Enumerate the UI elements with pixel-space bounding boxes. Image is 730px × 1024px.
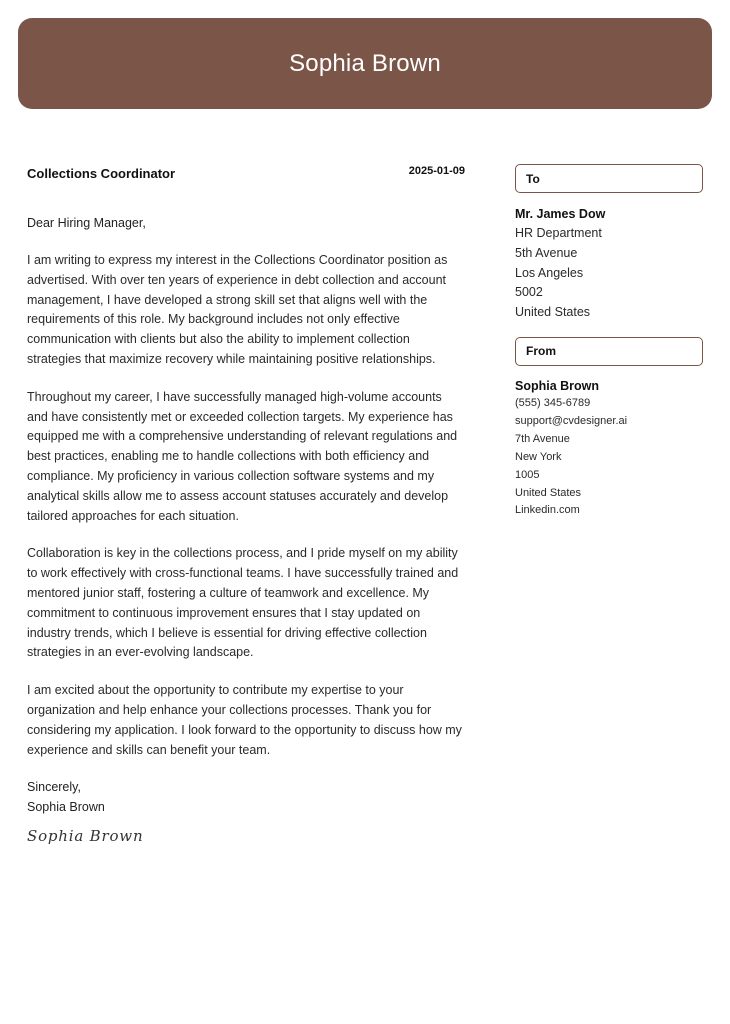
- sender-country: United States: [515, 486, 582, 499]
- sender-city: New York: [515, 450, 562, 463]
- job-title: Collections Coordinator: [27, 166, 176, 181]
- signature: Sophia Brown: [27, 827, 144, 846]
- recipient-name: Mr. James Dow: [515, 207, 606, 221]
- sender-name: Sophia Brown: [515, 378, 600, 393]
- sender-email: support@cvdesigner.ai: [515, 414, 628, 427]
- header-banner: [18, 18, 712, 109]
- recipient-zip: 5002: [515, 285, 543, 300]
- closing-name: Sophia Brown: [27, 800, 105, 815]
- recipient-department: HR Department: [515, 226, 602, 240]
- paragraph-2: Throughout my career, I have successfully managed high-volume accounts and have consistently met or exceeded collection targets. My experience has equipped me with a comprehensive understanding of relevant regulations and best practices, enabling me to handle collections with both efficiency and compliance. My proficiency in various collection software systems and my analytical skills allow me to assess account statuses accurately and develop tailored approaches for each situation.: [27, 389, 458, 523]
- paragraph-4: I am excited about the opportunity to contribute my expertise to your organization and help enhance your collections processes. Thank you for considering my application. I look forward to the opportunity to discuss how my experience and skills can benefit your team.: [27, 683, 462, 757]
- recipient-country: United States: [515, 305, 591, 320]
- sidebar: [515, 164, 703, 520]
- sender-street: 7th Avenue: [515, 432, 570, 445]
- closing-text: Sincerely,: [27, 780, 81, 795]
- recipient-address: [515, 224, 703, 323]
- sender-details: [515, 395, 703, 520]
- from-section-header: From: [515, 337, 703, 366]
- applicant-name: Sophia Brown: [289, 49, 441, 77]
- paragraph-3: Collaboration is key in the collections process, and I pride myself on my ability to work effectively with cross-functional teams. I have successfully trained and mentored junior staff, fostering a culture of teamwork and excellence. My commitment to continuous improvement ensures that I stay updated on industry trends, which I believe is essential for driving effective collection strategies in an ever-evolving landscape.: [27, 546, 459, 660]
- sender-phone: (555) 345-6789: [515, 396, 591, 409]
- closing-block: [27, 777, 465, 817]
- to-section-header: To: [515, 164, 703, 193]
- sender-zip: 1005: [515, 468, 540, 481]
- letter-date: 2025-01-09: [408, 165, 465, 177]
- salutation: Dear Hiring Manager,: [27, 216, 146, 230]
- letter-body: [27, 163, 465, 845]
- paragraph-1: I am writing to express my interest in the Collections Coordinator position as advertised. With over ten years of experience in debt collection and account management, I have developed a strong skill set that aligns well with the requirements of this role. My background includes not only effective communication with clients but also the ability to implement collection strategies that maximize recovery while maintaining positive relationships.: [27, 253, 448, 366]
- recipient-street: 5th Avenue: [515, 245, 578, 260]
- title-row: [27, 163, 465, 187]
- recipient-city: Los Angeles: [515, 265, 584, 280]
- sender-linkedin: Linkedin.com: [515, 504, 580, 517]
